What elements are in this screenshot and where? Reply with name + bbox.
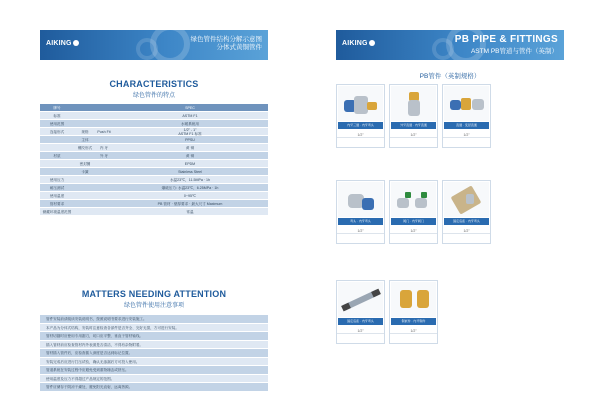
- spec-sub-label-2: [96, 160, 112, 168]
- spec-table: [40, 104, 268, 216]
- divider: [337, 137, 384, 138]
- spec-row: [40, 128, 268, 136]
- spec-sub-label: 密封圈: [79, 162, 91, 166]
- spec-row: [40, 144, 268, 152]
- product-size: 1/2": [463, 133, 470, 137]
- attention-notes-list: [40, 315, 268, 392]
- spec-label: [42, 168, 72, 176]
- product-photo: [391, 182, 436, 217]
- spec-value: 常温: [186, 210, 194, 214]
- product-card: [442, 84, 491, 148]
- product-name: 内牙三通 · 内牙弯头: [338, 122, 383, 129]
- spec-value: 黄 铜: [185, 154, 195, 158]
- spec-value: 水暖系统用: [181, 122, 199, 126]
- pipe-decoration-small: [432, 38, 454, 60]
- spec-sub-label: 卡簧: [81, 170, 89, 174]
- product-card: [389, 180, 438, 244]
- logo-mark-icon: [369, 40, 375, 46]
- product-photo: [391, 282, 436, 317]
- product-card: [442, 180, 491, 244]
- divider: [390, 233, 437, 234]
- product-name: 固定底座 · 内牙弯头: [338, 318, 383, 325]
- divider: [443, 137, 490, 138]
- spec-row: [40, 200, 268, 208]
- spec-label: 使用范围: [49, 122, 65, 126]
- spec-row: [40, 104, 268, 112]
- left-banner: [40, 30, 268, 60]
- spec-row: [40, 176, 268, 184]
- divider: [337, 233, 384, 234]
- spec-sub-label: 规格: [81, 130, 89, 134]
- spec-sub-label-2: [96, 176, 112, 184]
- product-size: 1/2": [357, 329, 364, 333]
- attention-note: 插入管材前应检查管材内外表面是否清洁，不得有杂物附着。: [40, 341, 268, 350]
- product-card: [336, 84, 385, 148]
- characteristics-subtitle: 绿色管件的特点: [132, 93, 175, 99]
- attention-note: 管件安装前请阅读安装说明书，按照说明书要求进行安装施工。: [40, 315, 268, 324]
- spec-sub-label-2: [96, 192, 112, 200]
- spec-label: 管材要求: [49, 202, 65, 206]
- spec-value: EPDM: [184, 162, 196, 166]
- spec-label: 使用温度: [49, 194, 65, 198]
- spec-row: [40, 112, 268, 120]
- product-photo: [391, 86, 436, 121]
- product-size: 1/2": [463, 229, 470, 233]
- attention-note: 管材插入管件后，应检查插入深度是否达到标记位置。: [40, 349, 268, 358]
- divider: [337, 333, 384, 334]
- divider: [390, 333, 437, 334]
- spec-row: [40, 168, 268, 176]
- spec-sub-label: [74, 120, 96, 128]
- spec-sub-label: [74, 112, 96, 120]
- spec-row: [40, 152, 268, 160]
- spec-sub-label: [74, 184, 96, 192]
- product-photo: [444, 86, 489, 121]
- spec-sub-label: [74, 104, 96, 112]
- spec-label: 材质: [53, 154, 61, 158]
- product-size: 1/2": [410, 329, 417, 333]
- spec-value: 黄 铜: [185, 146, 195, 150]
- section-subtitle: PB管件（英制规格）: [419, 73, 481, 80]
- spec-sub-label-2: Push Fit: [97, 130, 111, 134]
- spec-sub-label: [74, 200, 96, 208]
- right-catalog-page: [336, 30, 564, 380]
- spec-sub-label-2: [96, 120, 112, 128]
- spec-value: PPSU: [185, 138, 195, 142]
- logo-mark-icon: [73, 40, 79, 46]
- spec-sub-label-2: [96, 104, 112, 112]
- spec-sub-label: [74, 208, 96, 216]
- spec-label: 耐压测试: [49, 186, 65, 190]
- spec-value: 0~95℃: [183, 194, 197, 198]
- product-size: 1/2": [357, 229, 364, 233]
- spec-sub-label-2: [96, 168, 112, 176]
- product-size: 1/2": [410, 133, 417, 137]
- attention-subtitle: 绿色管件使用注意事项: [123, 303, 184, 309]
- spec-row: [40, 120, 268, 128]
- right-banner: [336, 30, 564, 60]
- product-card: [389, 280, 438, 344]
- spec-label: 储藏环境温度范围: [42, 210, 72, 214]
- spec-row: [40, 208, 268, 216]
- spec-label: [42, 136, 72, 144]
- spec-value: 爆破压力: 水温23℃，6.25MPa · 1h: [161, 186, 219, 190]
- spec-value: ASTM F1: [182, 114, 198, 118]
- spec-sub-label: [74, 192, 96, 200]
- spec-row: [40, 184, 268, 192]
- attention-note: 本产品为分体式结构，安装时注意检查各部件是否齐全、完好无损，方可进行安装。: [40, 324, 268, 333]
- product-card: [336, 280, 385, 344]
- product-size: 1/2": [357, 133, 364, 137]
- attention-note: 使用温度及压力不得超过产品规定的范围。: [40, 375, 268, 384]
- attention-note: 安装完成后应进行打压试验，确认无渗漏后方可投入使用。: [40, 358, 268, 367]
- characteristics-title: CHARACTERISTICS: [109, 79, 199, 89]
- spec-sub-label-2: 内 牙: [99, 146, 109, 150]
- divider: [443, 233, 490, 234]
- product-name: 铜嵌件 · 内牙铜件: [391, 318, 436, 325]
- spec-row: [40, 136, 268, 144]
- banner-title-line1: 绿色管件结构分解示意图: [190, 36, 262, 43]
- spec-sub-label-2: [96, 208, 112, 216]
- spec-value: 1/2" - 1" ASTM F1 标准: [178, 128, 202, 136]
- spec-sub-label: 主体: [81, 138, 89, 142]
- spec-label: 使用压力: [49, 178, 65, 182]
- spec-sub-label-2: 外 牙: [99, 154, 109, 158]
- spec-value: 水温23℃，11.5MPa · 1h: [169, 178, 211, 182]
- spec-sub-label-2: [96, 200, 112, 208]
- product-name: 阀门 · 内牙阀门: [391, 218, 436, 225]
- spec-value: Stainless Steel: [178, 170, 202, 174]
- spec-value: PB 管材 · 壁厚要求 · 最大尺寸 Maximum: [157, 202, 223, 206]
- spec-label: 连接形式: [49, 130, 65, 134]
- product-photo: [338, 86, 383, 121]
- banner-title: [191, 36, 263, 52]
- product-card: [336, 180, 385, 244]
- pipe-decoration-small: [136, 38, 158, 60]
- product-card: [389, 84, 438, 148]
- spec-sub-label: [74, 152, 96, 160]
- spec-row: [40, 160, 268, 168]
- attention-note: 管材切割时应使用专用割刀，切口应平整、垂直于管材轴线。: [40, 332, 268, 341]
- brand-logo: AIKING: [46, 40, 79, 47]
- spec-label: [42, 144, 72, 152]
- product-name: 弯头 · 内牙弯头: [338, 218, 383, 225]
- spec-value: SPEC: [185, 106, 195, 110]
- banner-title-line2: 分体式黄铜管件: [216, 44, 262, 51]
- attention-title: MATTERS NEEDING ATTENTION: [81, 289, 227, 299]
- spec-row: [40, 192, 268, 200]
- left-catalog-page: [40, 30, 268, 389]
- product-photo: [338, 282, 383, 317]
- product-name: 外牙直通 · 内牙直通: [391, 122, 436, 129]
- attention-note: 管件应储存于阴凉干燥处，避免阳光直射，远离热源。: [40, 383, 268, 392]
- product-name: 直通 · 变径直通: [444, 122, 489, 129]
- banner-subtitle: ASTM PB管道与管件（英制）: [470, 48, 558, 55]
- spec-sub-label-2: [96, 112, 112, 120]
- divider: [390, 137, 437, 138]
- spec-sub-label-2: [96, 184, 112, 192]
- product-name: 固定底座 · 内牙弯头: [444, 218, 489, 225]
- spec-label: 标准: [53, 114, 61, 118]
- brand-logo: AIKING: [342, 40, 375, 47]
- banner-title: PB PIPE & FITTINGS: [454, 34, 558, 45]
- spec-sub-label: [74, 176, 96, 184]
- product-photo: [338, 182, 383, 217]
- spec-label: [42, 160, 72, 168]
- product-size: 1/2": [410, 229, 417, 233]
- product-photo: [444, 182, 489, 217]
- spec-label: 牌号: [53, 106, 61, 110]
- attention-note: 管道系统在安装过程中应避免受到重物撞击或挤压。: [40, 366, 268, 375]
- spec-sub-label-2: [96, 136, 112, 144]
- spec-sub-label: 螺纹形式: [77, 146, 93, 150]
